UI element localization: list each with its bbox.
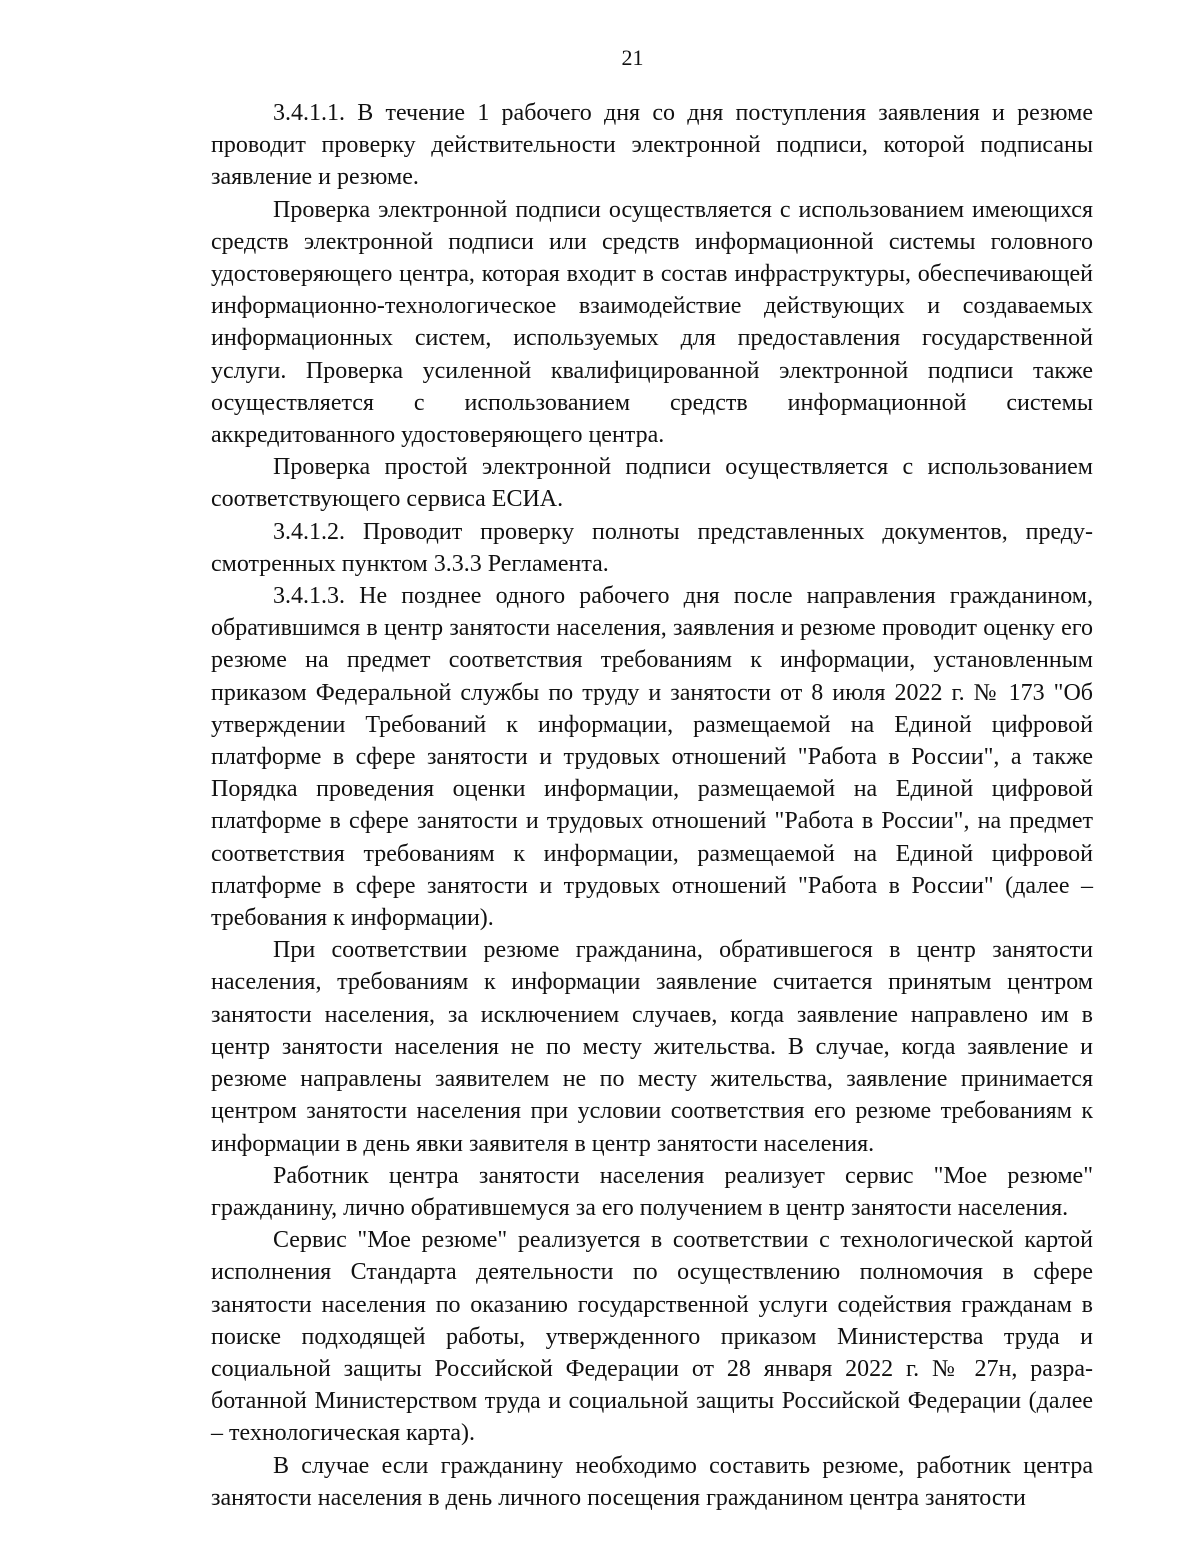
paragraph-compose-resume: В случае если гражданину необходимо составить резюме, работник центра занятости населения в день личного посещения гражданином центра занятости: [211, 1452, 1093, 1511]
page-number: 21: [621, 45, 644, 70]
paragraph-simple-signature-check: Проверка простой электронной подписи осуществляется с использованием соответствующего сервиса ЕСИА.: [211, 454, 1093, 513]
paragraph-my-resume-service: Работник центра занятости населения реализует сервис "Мое резюме" гражданину, лично обратившемуся за его получением в центр занятости населения.: [211, 1162, 1093, 1221]
paragraph-tech-card: Сервис "Мое резюме" реализуется в соответствии с технологической картой исполнения Стандарта деятельности по осуществлению полномочия в сфере занятости населения по оказанию государственной услуги содействия гражданам в поиске подходящей работы, утвержденного приказом Министерства труда и социальной защиты Российской Федерации от 28 января 2022 г. № 27н, разработанной Министерством труда и социальной защиты Российской Федерации (далее – технологическая карта).: [211, 1227, 1093, 1447]
paragraph-resume-compliance: При соответствии резюме гражданина, обратившегося в центр занятости населения, требованиям к информации заявление считается принятым центром занятости населения, за исключением случаев, когда заявление направлено им в центр занятости населения не по месту жительства. В случае, когда заявление и резюме направлены заявителем не по месту жительства, заявление принимается центром занятости населения при условии соответствия его резюме требованиям к информации в день явки заявителя в центр занятости населения.: [211, 937, 1093, 1157]
paragraph-signature-check: Проверка электронной подписи осуществляется с использованием имеющихся средств электронной подписи или средств информационной системы головного удостоверяющего центра, которая входит в состав инфраструктуры, обеспечивающей информационно-технологическое взаимодействие действующих и создаваемых информационных систем, используемых для предоставления государственной услуги. Проверка усиленной квалифицированной электронной подписи также осуществляется с использованием средств информационной системы аккредитованного удостоверяющего центра.: [211, 196, 1093, 449]
paragraph-3-4-1-2: 3.4.1.2. Проводит проверку полноты представленных документов, предусмотренных пунктом 3.3.3 Регламента.: [211, 518, 1093, 577]
page-body: [211, 97, 1093, 1514]
paragraph-3-4-1-3: 3.4.1.3. Не позднее одного рабочего дня после направления гражданином, обратившимся в центр занятости населения, заявления и резюме проводит оценку его резюме на предмет соответствия требованиям к информации, установленным приказом Федеральной службы по труду и занятости от 8 июля 2022 г. № 173 "Об утверждении Требований к информации, размещаемой на Единой цифровой платформе в сфере занятости и трудовых отношений "Работа в России", а также Порядка проведения оценки информации, размещаемой на Единой цифровой платформе в сфере занятости и трудовых отношений "Работа в России", на предмет соответствия требованиям к информации, размещаемой на Единой цифровой платформе в сфере занятости и трудовых отношений "Работа в России" (далее – требования к информации).: [211, 583, 1093, 932]
paragraph-3-4-1-1: 3.4.1.1. В течение 1 рабочего дня со дня поступления заявления и резюме проводит проверку действительности электронной подписи, которой подписаны заявление и резюме.: [211, 100, 1093, 191]
